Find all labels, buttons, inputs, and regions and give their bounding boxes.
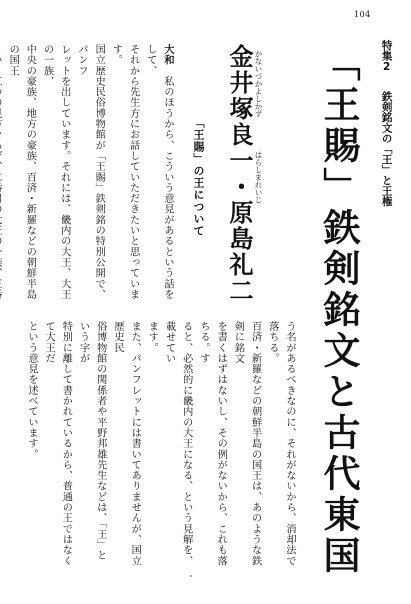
- text-line: を書くはずはないし、その例がないから、これも落ちる。す: [197, 321, 227, 566]
- text-line: という意見を述べています。: [25, 321, 37, 460]
- text-line: 国立歴史民俗博物館が「王賜」鉄剣銘の特別公開で、パンフ: [75, 44, 105, 300]
- article-title: 「王賜」鉄剣銘文と古代東国: [317, 44, 361, 577]
- text-line: [0, 44, 4, 309]
- text-line: ると、必然的に畿内の大王になる、という見解を、載せてい: [163, 321, 192, 566]
- article-authors: 金井塚良一・原島礼二: [225, 44, 254, 304]
- author-reading-1: かないづかよしかず: [254, 50, 263, 118]
- text-line: また、パンフレットには書いてありませんが、国立歴史民: [111, 321, 141, 566]
- text-line: 特別に離して書かれているから、普通の王ではなくて大王だ: [43, 321, 72, 566]
- text-line: 俗博物館の関係者や平野邦雄先生などは、「王」という字が: [77, 321, 106, 561]
- page-number: 104: [354, 10, 371, 19]
- upper-text-column: [7, 44, 176, 309]
- text-line: ます。: [146, 321, 158, 353]
- text-line: 私のほうから、こういう意見があるという話をして、: [144, 44, 173, 300]
- page-mark: [190, 575, 192, 577]
- running-head: [380, 40, 393, 207]
- paragraph-line: [142, 44, 176, 309]
- section-heading: 「王賜」の王について: [192, 117, 205, 237]
- lower-text-column: [25, 321, 298, 571]
- text-line: 百済・新羅などの朝鮮半島の国王は、あのような鉄剣に銘文: [232, 321, 261, 566]
- text-line: 中央の豪族、地方の豪族、百済・新羅などの朝鮮半島の国王: [7, 44, 36, 300]
- running-head-label: 特集2: [380, 40, 393, 73]
- text-line: それから先生方にお話していただきたいと思っています。: [110, 44, 139, 300]
- author-reading-2: はらしまれいじ: [254, 151, 263, 204]
- speaker-label: 大和: [162, 44, 173, 66]
- text-line: う名があるべきなのに、それがないから、消却法で落ちる。: [266, 321, 295, 566]
- text-line: レットを出しています。それには、畿内の大王、大王の一族、: [41, 44, 70, 300]
- running-head-text: 鉄剣銘文の「王」と王権: [380, 91, 393, 207]
